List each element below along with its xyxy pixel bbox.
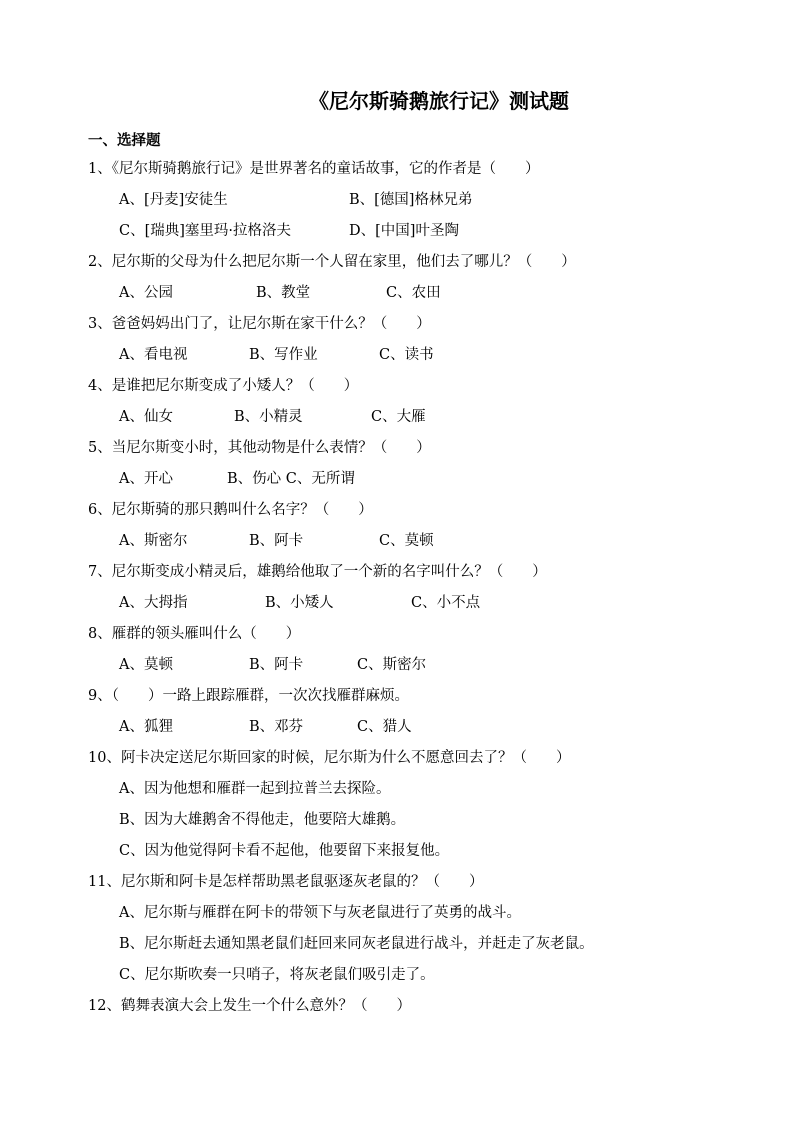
question-text: 12、鹤舞表演大会上发生一个什么意外？（ ） <box>88 998 411 1014</box>
option-b: B、写作业 <box>249 347 318 363</box>
option-c: C、小不点 <box>411 595 481 611</box>
question-text: 5、当尼尔斯变小时，其他动物是什么表情？（ ） <box>88 440 431 456</box>
option-b: B、小精灵 <box>234 409 303 425</box>
option-d: D、[中国]叶圣陶 <box>349 223 459 239</box>
options-row <box>88 712 754 743</box>
page-title: 《尼尔斯骑鹅旅行记》测试题 <box>309 89 569 113</box>
option-c: C、因为他觉得阿卡看不起他，他要留下来报复他。 <box>119 843 450 859</box>
question-text: 1、《尼尔斯骑鹅旅行记》是世界著名的童话故事，它的作者是（ ） <box>88 161 540 177</box>
question-1 <box>88 154 754 247</box>
option-c: C、读书 <box>379 347 434 363</box>
question-9 <box>88 681 754 743</box>
option-b: B、因为大雄鹅舍不得他走，他要陪大雄鹅。 <box>119 812 406 828</box>
options-row <box>88 278 754 309</box>
options-row <box>88 650 754 681</box>
question-text: 7、尼尔斯变成小精灵后，雄鹅给他取了一个新的名字叫什么？（ ） <box>88 564 547 580</box>
options-row <box>88 216 754 247</box>
option-b: B、教堂 <box>256 285 311 301</box>
options-row <box>88 185 754 216</box>
question-12 <box>88 991 754 1022</box>
question-8 <box>88 619 754 681</box>
option-c: C、大雁 <box>371 409 426 425</box>
option-b: B、[德国]格林兄弟 <box>349 192 473 208</box>
question-7 <box>88 557 754 619</box>
option-a: A、开心 <box>119 471 173 487</box>
option-b: B、阿卡 <box>249 657 304 673</box>
option-b: B、阿卡 <box>249 533 304 549</box>
options-row <box>88 526 754 557</box>
option-c: C、[瑞典]塞里玛·拉格洛夫 <box>119 223 292 239</box>
question-6 <box>88 495 754 557</box>
question-10 <box>88 743 754 867</box>
question-4 <box>88 371 754 433</box>
option-c: C、莫顿 <box>379 533 434 549</box>
option-c: C、尼尔斯吹奏一只哨子，将灰老鼠们吸引走了。 <box>119 967 435 983</box>
option-a: A、[丹麦]安徒生 <box>119 192 228 208</box>
question-text: 11、尼尔斯和阿卡是怎样帮助黑老鼠驱逐灰老鼠的？（ ） <box>88 874 484 890</box>
option-a: A、仙女 <box>119 409 173 425</box>
option-a: A、狐狸 <box>119 719 173 735</box>
option-a: A、因为他想和雁群一起到拉普兰去探险。 <box>119 781 391 797</box>
question-3 <box>88 309 754 371</box>
question-11 <box>88 867 754 991</box>
option-b-c: B、伤心 C、无所谓 <box>227 471 355 487</box>
option-b: B、邓芬 <box>249 719 304 735</box>
section-heading: 一、选择题 <box>88 133 161 149</box>
option-a: A、尼尔斯与雁群在阿卡的带领下与灰老鼠进行了英勇的战斗。 <box>119 905 521 921</box>
option-a: A、看电视 <box>119 347 188 363</box>
question-text: 6、尼尔斯骑的那只鹅叫什么名字？（ ） <box>88 502 373 518</box>
options-row <box>88 340 754 371</box>
question-text: 2、尼尔斯的父母为什么把尼尔斯一个人留在家里，他们去了哪儿？（ ） <box>88 254 576 270</box>
question-2 <box>88 247 754 309</box>
option-a: A、公园 <box>119 285 173 301</box>
question-text: 9、（ ）一路上跟踪雁群，一次次找雁群麻烦。 <box>88 688 409 704</box>
option-b: B、尼尔斯赶去通知黑老鼠们赶回来同灰老鼠进行战斗，并赶走了灰老鼠。 <box>119 936 594 952</box>
options-row <box>88 588 754 619</box>
option-c: C、斯密尔 <box>357 657 427 673</box>
option-a: A、大拇指 <box>119 595 188 611</box>
options-row <box>88 402 754 433</box>
question-text: 8、雁群的领头雁叫什么（ ） <box>88 626 301 642</box>
question-text: 4、是谁把尼尔斯变成了小矮人？（ ） <box>88 378 359 394</box>
options-row <box>88 464 754 495</box>
question-text: 3、爸爸妈妈出门了，让尼尔斯在家干什么？（ ） <box>88 316 431 332</box>
question-text: 10、阿卡决定送尼尔斯回家的时候，尼尔斯为什么不愿意回去了？（ ） <box>88 750 571 766</box>
option-c: C、农田 <box>386 285 441 301</box>
option-b: B、小矮人 <box>265 595 334 611</box>
option-a: A、斯密尔 <box>119 533 188 549</box>
option-a: A、莫顿 <box>119 657 173 673</box>
option-c: C、猎人 <box>357 719 412 735</box>
question-5 <box>88 433 754 495</box>
